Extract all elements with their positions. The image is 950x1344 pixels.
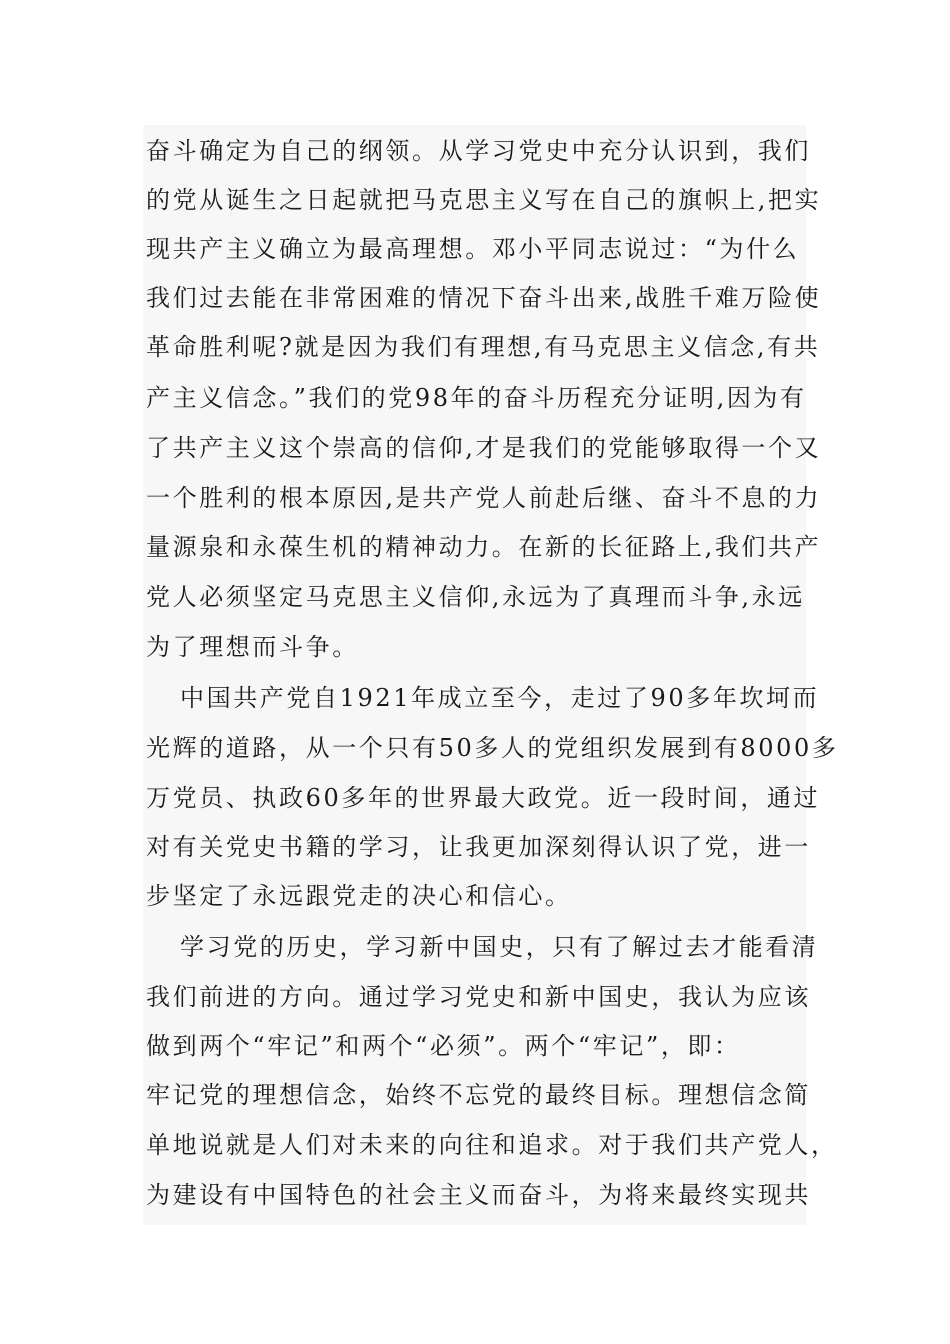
paragraph-3-line-4: 牢记党的理想信念，始终不忘党的最终目标。理想信念简 <box>146 1081 811 1109</box>
paragraph-2-line-1: 中国共产党自1921年成立至今，走过了90多年坎坷而 <box>180 684 820 712</box>
paragraph-1-line-6: 产主义信念。”我们的党98年的奋斗历程充分证明,因为有 <box>146 384 807 412</box>
paragraph-1-line-10: 党人必须坚定马克思主义信仰,永远为了真理而斗争,永远 <box>146 583 805 611</box>
paragraph-1-line-11: 为了理想而斗争。 <box>146 633 359 661</box>
paragraph-1-line-3: 现共产主义确立为最高理想。邓小平同志说过：“为什么 <box>146 235 800 263</box>
paragraph-3-line-3: 做到两个“牢记”和两个“必须”。两个“牢记”，即： <box>146 1032 741 1060</box>
paragraph-1-line-8: 一个胜利的根本原因,是共产党人前赴后继、奋斗不息的力 <box>146 484 822 512</box>
paragraph-1-line-4: 我们过去能在非常困难的情况下奋斗出来,战胜千难万险使 <box>146 284 822 312</box>
paragraph-2-line-2: 光辉的道路，从一个只有50多人的党组织发展到有8000多 <box>146 734 839 762</box>
paragraph-2-line-5: 步坚定了永远跟党走的决心和信心。 <box>146 882 572 910</box>
paragraph-3-line-1: 学习党的历史，学习新中国史，只有了解过去才能看清 <box>180 933 819 961</box>
paragraph-1-line-5: 革命胜利呢?就是因为我们有理想,有马克思主义信念,有共 <box>146 333 821 361</box>
paragraph-1-line-7: 了共产主义这个崇高的信仰,才是我们的党能够取得一个又 <box>146 434 822 462</box>
paragraph-1-line-9: 量源泉和永葆生机的精神动力。在新的长征路上,我们共产 <box>146 533 822 561</box>
paragraph-3-line-2: 我们前进的方向。通过学习党史和新中国史，我认为应该 <box>146 983 811 1011</box>
paragraph-3-line-5: 单地说就是人们对未来的向往和追求。对于我们共产党人， <box>146 1131 838 1159</box>
paragraph-2-line-4: 对有关党史书籍的学习，让我更加深刻得认识了党，进一 <box>146 833 811 861</box>
paragraph-1-line-1: 奋斗确定为自己的纲领。从学习党史中充分认识到，我们 <box>146 137 811 165</box>
paragraph-3-line-6: 为建设有中国特色的社会主义而奋斗，为将来最终实现共 <box>146 1181 811 1209</box>
paragraph-2-line-3: 万党员、执政60多年的世界最大政党。近一段时间，通过 <box>146 784 821 812</box>
paragraph-1-line-2: 的党从诞生之日起就把马克思主义写在自己的旗帜上,把实 <box>146 186 822 214</box>
